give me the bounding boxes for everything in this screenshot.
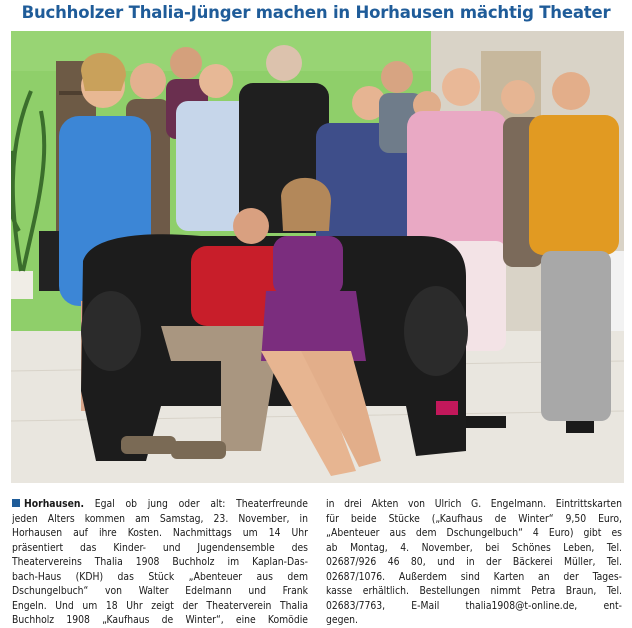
article-line: „Abenteuer aus dem Dschungelbuch“ 4 Euro) gibt es [326, 527, 622, 539]
article-line: Theatervereins Thalia 1908 Buchholz im Kaplan-Das- [12, 556, 308, 568]
article-line: Dschungelbuch“ von Walter Edelmann und Frank [12, 585, 308, 597]
article-line: ab Montag, 4. November, bei Schönes Leben, Tel. [326, 541, 622, 554]
article-line: bach-Haus (KDH) das Stück „Abenteuer aus dem [12, 570, 308, 583]
article-line: jeden Alters kommen am Samstag, 23. November, in [12, 512, 308, 525]
article-line: in drei Akten von Ulrich G. Engelmann. Eintrittskarten [326, 498, 622, 510]
article-text: Egal ob jung oder alt: Theaterfreunde [84, 498, 308, 510]
article-headline: Buchholzer Thalia-Jünger machen in Horhausen mächtig Theater [21, 3, 611, 22]
article-line: Engeln. Und um 18 Uhr zeigt der Theaterverein Thalia [12, 599, 308, 612]
group-photo [11, 31, 624, 483]
article-line: für beide Stücke („Kaufhaus de Winter“ 9,50 Euro, [326, 512, 622, 525]
article-column-left [12, 497, 308, 628]
article-lead: Horhausen. [24, 498, 85, 510]
article-line: 02683/7763, E-Mail thalia1908@t-online.de, ent- [326, 599, 622, 612]
article-line: Horhausen auf ihre Kosten. Nachmittags um 14 Uhr [12, 527, 308, 539]
paragraph-bullet-icon [12, 499, 20, 507]
article-line: 02687/926 46 80, und in der Bäckerei Müller, Tel. [326, 556, 622, 568]
article-line: gegen. [326, 614, 358, 626]
article-line [12, 497, 308, 512]
article-line: 02687/1076. Außerdem sind Karten an der Tages- [326, 570, 622, 583]
article-line: kasse erhältlich. Bestellungen nimmt Petra Braun, Tel. [326, 585, 622, 597]
article-column-right [326, 497, 622, 628]
article-line: Buchholz 1908 „Kaufhaus de Winter“, eine Komödie [12, 614, 308, 626]
article-line: präsentiert das Kinder- und Jugendensemble des [12, 541, 308, 554]
